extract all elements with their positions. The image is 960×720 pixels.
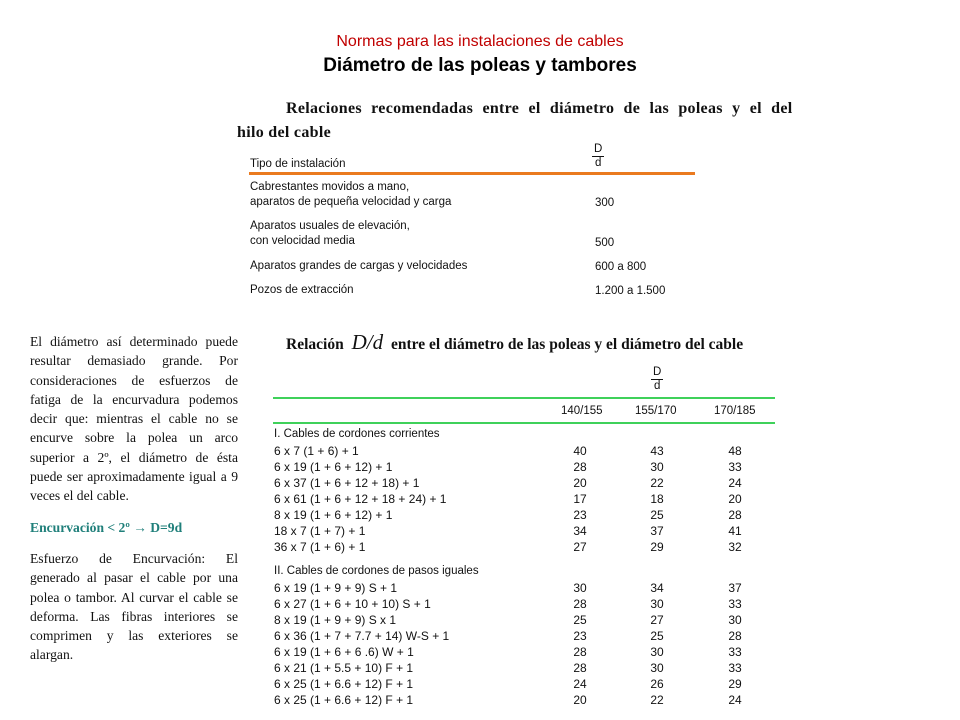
ratio-value: 37 (728, 581, 742, 595)
ratio-value: 29 (728, 677, 742, 691)
table2-column-header: 170/185 (714, 405, 756, 417)
side-paragraph-diameter: El diámetro así determinado puede resultar demasiado grande. Por consideraciones de esfuerzos de fatiga de la encurvadura podemos decir que: mientras el cable no se encurve sobre la polea un arco superior a 2º, el diámetro de ésta puede ser aproximadamente igual a 9 veces el del cable. (30, 334, 238, 504)
fraction-numerator: D (594, 143, 603, 155)
ratio-value: 24 (573, 677, 587, 691)
ratio-value: 27 (650, 613, 664, 627)
row-label-line: con velocidad media (250, 235, 355, 247)
table-row (274, 677, 794, 693)
table1-row (250, 180, 451, 210)
ratio-value: 30 (728, 613, 742, 627)
row-label-line: aparatos de pequeña velocidad y carga (250, 196, 452, 208)
ratio-value: 24 (728, 693, 742, 707)
ratio-value: 23 (573, 629, 587, 643)
table-row (274, 581, 794, 597)
table-row (274, 661, 794, 677)
table1-column-label: Tipo de instalación (250, 158, 346, 170)
table-row (274, 613, 794, 629)
cable-construction: 18 x 7 (1 + 7) + 1 (274, 524, 366, 538)
cable-construction: 6 x 36 (1 + 7 + 7.7 + 14) W-S + 1 (274, 629, 450, 643)
table-row (274, 492, 794, 508)
table2-section-heading: I. Cables de cordones corrientes (274, 428, 440, 440)
ratio-value: 20 (573, 693, 587, 707)
ratio-value: 28 (728, 629, 742, 643)
ratio-value: 20 (728, 492, 742, 506)
table1-title-line2: hilo del cable (237, 124, 331, 141)
table1-title-line1: Relaciones recomendadas entre el diámetro de las poleas y el del (286, 100, 793, 117)
cable-construction: 6 x 25 (1 + 6.6 + 12) F + 1 (274, 693, 414, 707)
ratio-value: 28 (728, 508, 742, 522)
ratio-value: 30 (650, 645, 664, 659)
fraction-denominator: d (594, 157, 602, 169)
table1-row-value: 1.200 a 1.500 (595, 285, 666, 297)
table-row (274, 476, 794, 492)
table1-row-label: Pozos de extracción (250, 284, 354, 296)
ratio-value: 28 (573, 645, 587, 659)
table1-row (250, 219, 410, 249)
table-row (274, 693, 794, 709)
cable-construction: 36 x 7 (1 + 6) + 1 (274, 540, 366, 554)
cable-construction: 6 x 19 (1 + 9 + 9) S + 1 (274, 581, 398, 595)
ratio-value: 37 (650, 524, 664, 538)
ratio-value: 29 (650, 540, 664, 554)
ratio-value: 33 (728, 645, 742, 659)
ratio-value: 30 (573, 581, 587, 595)
ratio-value: 33 (728, 597, 742, 611)
ratio-value: 33 (728, 460, 742, 474)
page-title: Diámetro de las poleas y tambores (323, 55, 637, 76)
side-paragraph-bending-stress: Esfuerzo de Encurvación: El generado al pasar el cable por una polea o tambor. Al curvar el cable se deforma. Las fibras interiores se comprimen y las exteriores se alargan. (30, 550, 238, 663)
table-row (274, 540, 794, 556)
table1-fraction (592, 143, 604, 170)
cable-construction: 6 x 21 (1 + 5.5 + 10) F + 1 (274, 661, 414, 675)
table2-column-header: 155/170 (635, 405, 677, 417)
ratio-value: 17 (573, 492, 587, 506)
ratio-value: 22 (650, 476, 664, 490)
ratio-value: 27 (573, 540, 587, 554)
ratio-value: 22 (650, 693, 664, 707)
cable-construction: 8 x 19 (1 + 9 + 9) S x 1 (274, 613, 397, 627)
row-label-line: Cabrestantes movidos a mano, (250, 181, 410, 193)
ratio-value: 18 (650, 492, 664, 506)
table-row (274, 597, 794, 613)
ratio-value: 43 (650, 444, 664, 458)
ratio-value: 26 (650, 677, 664, 691)
table-row (274, 444, 794, 460)
table-row (274, 524, 794, 540)
table1-row-label: Aparatos grandes de cargas y velocidades (250, 260, 468, 272)
ratio-value: 25 (650, 629, 664, 643)
ratio-value: 41 (728, 524, 742, 538)
ratio-value: 28 (573, 661, 587, 675)
side-explanation (30, 332, 238, 665)
cable-construction: 6 x 25 (1 + 6.6 + 12) F + 1 (274, 677, 414, 691)
table2-title-suffix: entre el diámetro de las poleas y el diámetro del cable (390, 336, 744, 353)
table2-fraction (651, 366, 663, 393)
table2-column-header: 140/155 (561, 405, 603, 417)
table1-header-rule (249, 172, 695, 175)
ratio-value: 30 (650, 460, 664, 474)
row-label-line: Aparatos usuales de elevación, (250, 220, 410, 232)
table1-row-value: 500 (595, 237, 615, 249)
table2-title-ratio: D/d (351, 330, 384, 354)
ratio-value: 28 (573, 597, 587, 611)
cable-construction: 6 x 61 (1 + 6 + 12 + 18 + 24) + 1 (274, 492, 447, 506)
bending-formula: Encurvación < 2º → D=9d (30, 519, 183, 535)
table2-title (286, 330, 743, 355)
fraction-denominator: d (653, 380, 661, 392)
ratio-value: 34 (573, 524, 587, 538)
table1-row-value: 300 (595, 197, 615, 209)
table-row (274, 460, 794, 476)
table1-row-value: 600 a 800 (595, 261, 647, 273)
cable-construction: 6 x 7 (1 + 6) + 1 (274, 444, 359, 458)
ratio-value: 20 (573, 476, 587, 490)
ratio-value: 33 (728, 661, 742, 675)
ratio-value: 32 (728, 540, 742, 554)
ratio-value: 25 (650, 508, 664, 522)
cable-construction: 6 x 37 (1 + 6 + 12 + 18) + 1 (274, 476, 420, 490)
table-row (274, 629, 794, 645)
cable-construction: 6 x 19 (1 + 6 + 12) + 1 (274, 460, 393, 474)
table-row (274, 508, 794, 524)
table-row (274, 645, 794, 661)
ratio-value: 23 (573, 508, 587, 522)
ratio-value: 40 (573, 444, 587, 458)
table2-title-prefix: Relación (286, 336, 344, 353)
ratio-value: 30 (650, 597, 664, 611)
table2-top-rule (273, 397, 775, 399)
ratio-value: 34 (650, 581, 664, 595)
cable-construction: 8 x 19 (1 + 6 + 12) + 1 (274, 508, 393, 522)
ratio-value: 24 (728, 476, 742, 490)
fraction-numerator: D (653, 366, 662, 378)
table2-section-heading: II. Cables de cordones de pasos iguales (274, 565, 479, 577)
cable-construction: 6 x 19 (1 + 6 + 6 .6) W + 1 (274, 645, 414, 659)
ratio-value: 30 (650, 661, 664, 675)
ratio-value: 48 (728, 444, 742, 458)
cable-construction: 6 x 27 (1 + 6 + 10 + 10) S + 1 (274, 597, 431, 611)
ratio-value: 25 (573, 613, 587, 627)
page-subtitle: Normas para las instalaciones de cables (336, 33, 624, 50)
ratio-value: 28 (573, 460, 587, 474)
table2-header-rule (273, 422, 775, 424)
